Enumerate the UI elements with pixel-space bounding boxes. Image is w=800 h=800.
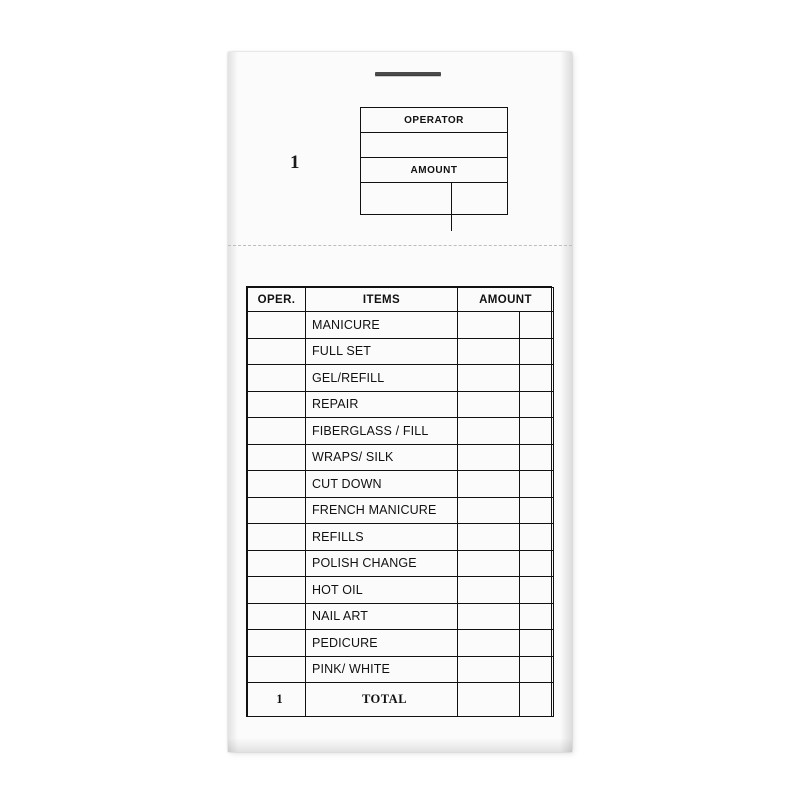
amount-cents-cell[interactable] bbox=[520, 312, 554, 339]
item-label: GEL/REFILL bbox=[306, 365, 458, 392]
table-row bbox=[248, 497, 554, 524]
total-label: TOTAL bbox=[306, 683, 458, 717]
amount-dollars-cell[interactable] bbox=[458, 630, 520, 657]
amount-dollars-cell[interactable] bbox=[458, 577, 520, 604]
table-row bbox=[248, 444, 554, 471]
total-row bbox=[248, 683, 554, 717]
perforation-line bbox=[228, 245, 572, 247]
amount-cents-cell[interactable] bbox=[520, 338, 554, 365]
amount-cents-cell[interactable] bbox=[520, 603, 554, 630]
amount-dollars-cell[interactable] bbox=[458, 418, 520, 445]
item-label: FIBERGLASS / FILL bbox=[306, 418, 458, 445]
table-row bbox=[248, 471, 554, 498]
amount-dollars-cell[interactable] bbox=[458, 391, 520, 418]
item-label: HOT OIL bbox=[306, 577, 458, 604]
oper-cell[interactable] bbox=[248, 524, 306, 551]
stub-amount-dollars-cell[interactable] bbox=[361, 183, 452, 231]
stub-amount-label: AMOUNT bbox=[410, 164, 458, 176]
oper-cell[interactable] bbox=[248, 418, 306, 445]
item-label: CUT DOWN bbox=[306, 471, 458, 498]
stub-amount-cents-cell[interactable] bbox=[452, 183, 507, 231]
oper-cell[interactable] bbox=[248, 365, 306, 392]
amount-dollars-cell[interactable] bbox=[458, 656, 520, 683]
item-label: REFILLS bbox=[306, 524, 458, 551]
header-items: ITEMS bbox=[306, 288, 458, 312]
table-row bbox=[248, 391, 554, 418]
table-row bbox=[248, 577, 554, 604]
paper-shadow-bottom bbox=[228, 738, 572, 752]
services-table bbox=[247, 287, 554, 717]
stub-amount-row bbox=[361, 158, 507, 183]
amount-cents-cell[interactable] bbox=[520, 656, 554, 683]
oper-cell[interactable] bbox=[248, 497, 306, 524]
amount-dollars-cell[interactable] bbox=[458, 550, 520, 577]
item-label: MANICURE bbox=[306, 312, 458, 339]
item-label: REPAIR bbox=[306, 391, 458, 418]
oper-cell[interactable] bbox=[248, 656, 306, 683]
ticket-stub bbox=[228, 52, 572, 245]
amount-cents-cell[interactable] bbox=[520, 365, 554, 392]
amount-cents-cell[interactable] bbox=[520, 391, 554, 418]
amount-dollars-cell[interactable] bbox=[458, 444, 520, 471]
item-label: PINK/ WHITE bbox=[306, 656, 458, 683]
item-label: POLISH CHANGE bbox=[306, 550, 458, 577]
header-oper: OPER. bbox=[248, 288, 306, 312]
item-label: PEDICURE bbox=[306, 630, 458, 657]
table-row bbox=[248, 418, 554, 445]
item-label: WRAPS/ SILK bbox=[306, 444, 458, 471]
oper-cell[interactable] bbox=[248, 603, 306, 630]
table-row bbox=[248, 550, 554, 577]
services-table-container bbox=[246, 286, 552, 717]
table-row bbox=[248, 630, 554, 657]
oper-cell[interactable] bbox=[248, 391, 306, 418]
stub-operator-entry-row[interactable] bbox=[361, 133, 507, 158]
table-header-row bbox=[248, 288, 554, 312]
oper-cell[interactable] bbox=[248, 338, 306, 365]
amount-cents-cell[interactable] bbox=[520, 471, 554, 498]
stub-amount-entry-row bbox=[361, 183, 507, 231]
total-dollars-cell[interactable] bbox=[458, 683, 520, 717]
item-label: NAIL ART bbox=[306, 603, 458, 630]
oper-cell[interactable] bbox=[248, 630, 306, 657]
stub-number: 1 bbox=[290, 152, 300, 173]
amount-dollars-cell[interactable] bbox=[458, 338, 520, 365]
amount-dollars-cell[interactable] bbox=[458, 524, 520, 551]
oper-cell[interactable] bbox=[248, 444, 306, 471]
amount-cents-cell[interactable] bbox=[520, 550, 554, 577]
amount-cents-cell[interactable] bbox=[520, 577, 554, 604]
item-label: FRENCH MANICURE bbox=[306, 497, 458, 524]
amount-cents-cell[interactable] bbox=[520, 524, 554, 551]
amount-cents-cell[interactable] bbox=[520, 497, 554, 524]
header-amount: AMOUNT bbox=[458, 288, 554, 312]
stub-operator-label: OPERATOR bbox=[404, 114, 464, 126]
amount-cents-cell[interactable] bbox=[520, 418, 554, 445]
amount-dollars-cell[interactable] bbox=[458, 312, 520, 339]
item-label: FULL SET bbox=[306, 338, 458, 365]
oper-cell[interactable] bbox=[248, 312, 306, 339]
total-cents-cell[interactable] bbox=[520, 683, 554, 717]
stub-operator-row bbox=[361, 108, 507, 133]
amount-dollars-cell[interactable] bbox=[458, 471, 520, 498]
stub-operator-amount-box bbox=[360, 107, 508, 215]
table-row bbox=[248, 338, 554, 365]
amount-dollars-cell[interactable] bbox=[458, 365, 520, 392]
table-row bbox=[248, 656, 554, 683]
oper-cell[interactable] bbox=[248, 577, 306, 604]
amount-cents-cell[interactable] bbox=[520, 630, 554, 657]
table-row bbox=[248, 603, 554, 630]
oper-cell[interactable] bbox=[248, 471, 306, 498]
table-row bbox=[248, 524, 554, 551]
oper-cell[interactable] bbox=[248, 550, 306, 577]
table-row bbox=[248, 365, 554, 392]
amount-cents-cell[interactable] bbox=[520, 444, 554, 471]
total-ticket-number: 1 bbox=[248, 683, 306, 717]
amount-dollars-cell[interactable] bbox=[458, 603, 520, 630]
ticket-pad bbox=[228, 52, 572, 752]
amount-dollars-cell[interactable] bbox=[458, 497, 520, 524]
table-row bbox=[248, 312, 554, 339]
